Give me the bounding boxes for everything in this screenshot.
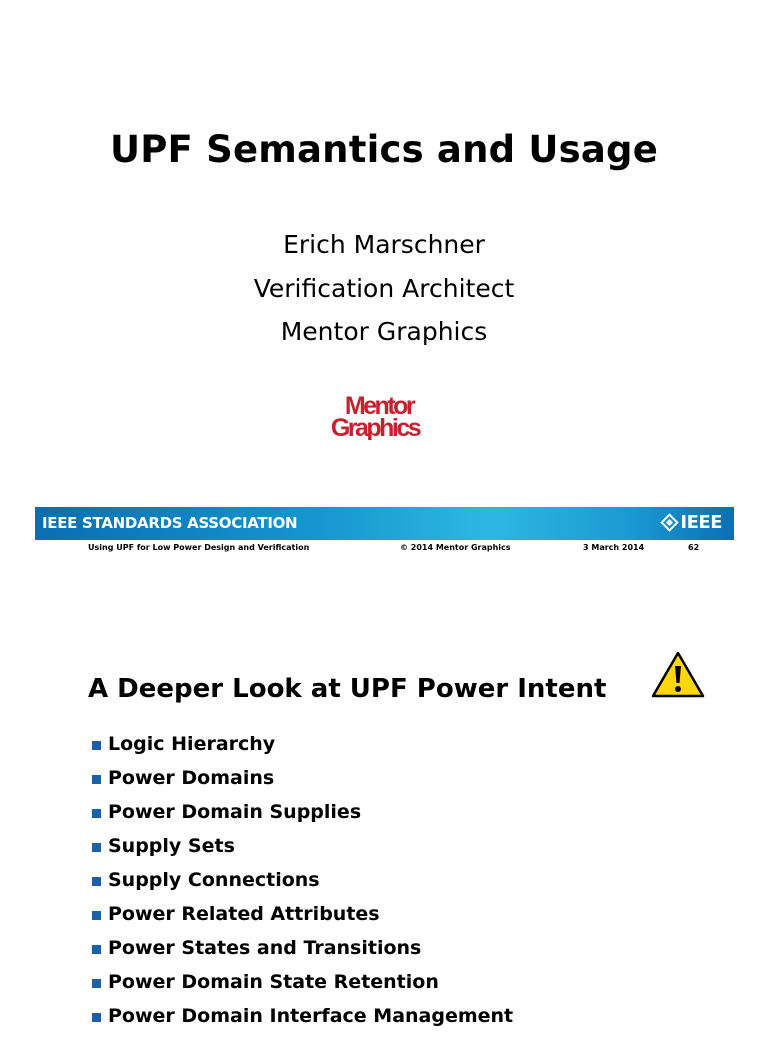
bullet-square-icon [92, 911, 101, 920]
association-label: IEEE STANDARDS ASSOCIATION [42, 514, 298, 532]
bullet-square-icon [92, 741, 101, 750]
bullet-text: Supply Connections [108, 869, 320, 891]
bullet-item [90, 1004, 513, 1038]
footer-page-number: 62 [688, 543, 700, 552]
warning-triangle-icon [650, 650, 706, 700]
bullet-text: Power States and Transitions [108, 937, 422, 959]
slide-heading: A Deeper Look at UPF Power Intent [88, 674, 607, 704]
presenter-company: Mentor Graphics [280, 317, 488, 346]
logo-line-1: Mentor [344, 392, 414, 420]
footer-copyright: © 2014 Mentor Graphics [400, 543, 511, 552]
ieee-footer-bar [35, 507, 734, 540]
bullet-square-icon [92, 775, 101, 784]
content-slide [0, 620, 768, 1027]
bullet-text: Supply Sets [108, 835, 235, 857]
bullet-list [90, 732, 513, 1038]
bullet-item [90, 970, 513, 1004]
bullet-text: Power Related Attributes [108, 903, 380, 925]
bullet-square-icon [92, 945, 101, 954]
footer-date: 3 March 2014 [583, 543, 645, 552]
ieee-brand: IEEE [680, 512, 722, 533]
ieee-diamond-icon [661, 513, 679, 531]
bullet-square-icon [92, 877, 101, 886]
bullet-item [90, 936, 513, 970]
bullet-text: Power Domain State Retention [108, 971, 439, 993]
bullet-text: Power Domains [108, 767, 275, 789]
slide-title: UPF Semantics and Usage [109, 128, 659, 171]
presenter-role: Verification Architect [253, 274, 515, 303]
footer-doc-title: Using UPF for Low Power Design and Verification [88, 543, 310, 552]
presenter-name: Erich Marschner [283, 230, 485, 259]
bullet-item [90, 732, 513, 766]
bullet-item [90, 868, 513, 902]
bullet-text: Power Domain Supplies [108, 801, 362, 823]
mentor-graphics-logo [313, 392, 445, 440]
bullet-text: Logic Hierarchy [108, 733, 276, 755]
bullet-item [90, 902, 513, 936]
bullet-square-icon [92, 1013, 101, 1022]
bullet-item [90, 800, 513, 834]
bullet-item [90, 834, 513, 868]
bullet-square-icon [92, 979, 101, 988]
bullet-square-icon [92, 843, 101, 852]
bullet-square-icon [92, 809, 101, 818]
ieee-logo [663, 512, 722, 533]
bullet-item [90, 766, 513, 800]
logo-line-2: Graphics [330, 414, 420, 440]
bullet-text: Power Domain Interface Management [108, 1005, 514, 1027]
